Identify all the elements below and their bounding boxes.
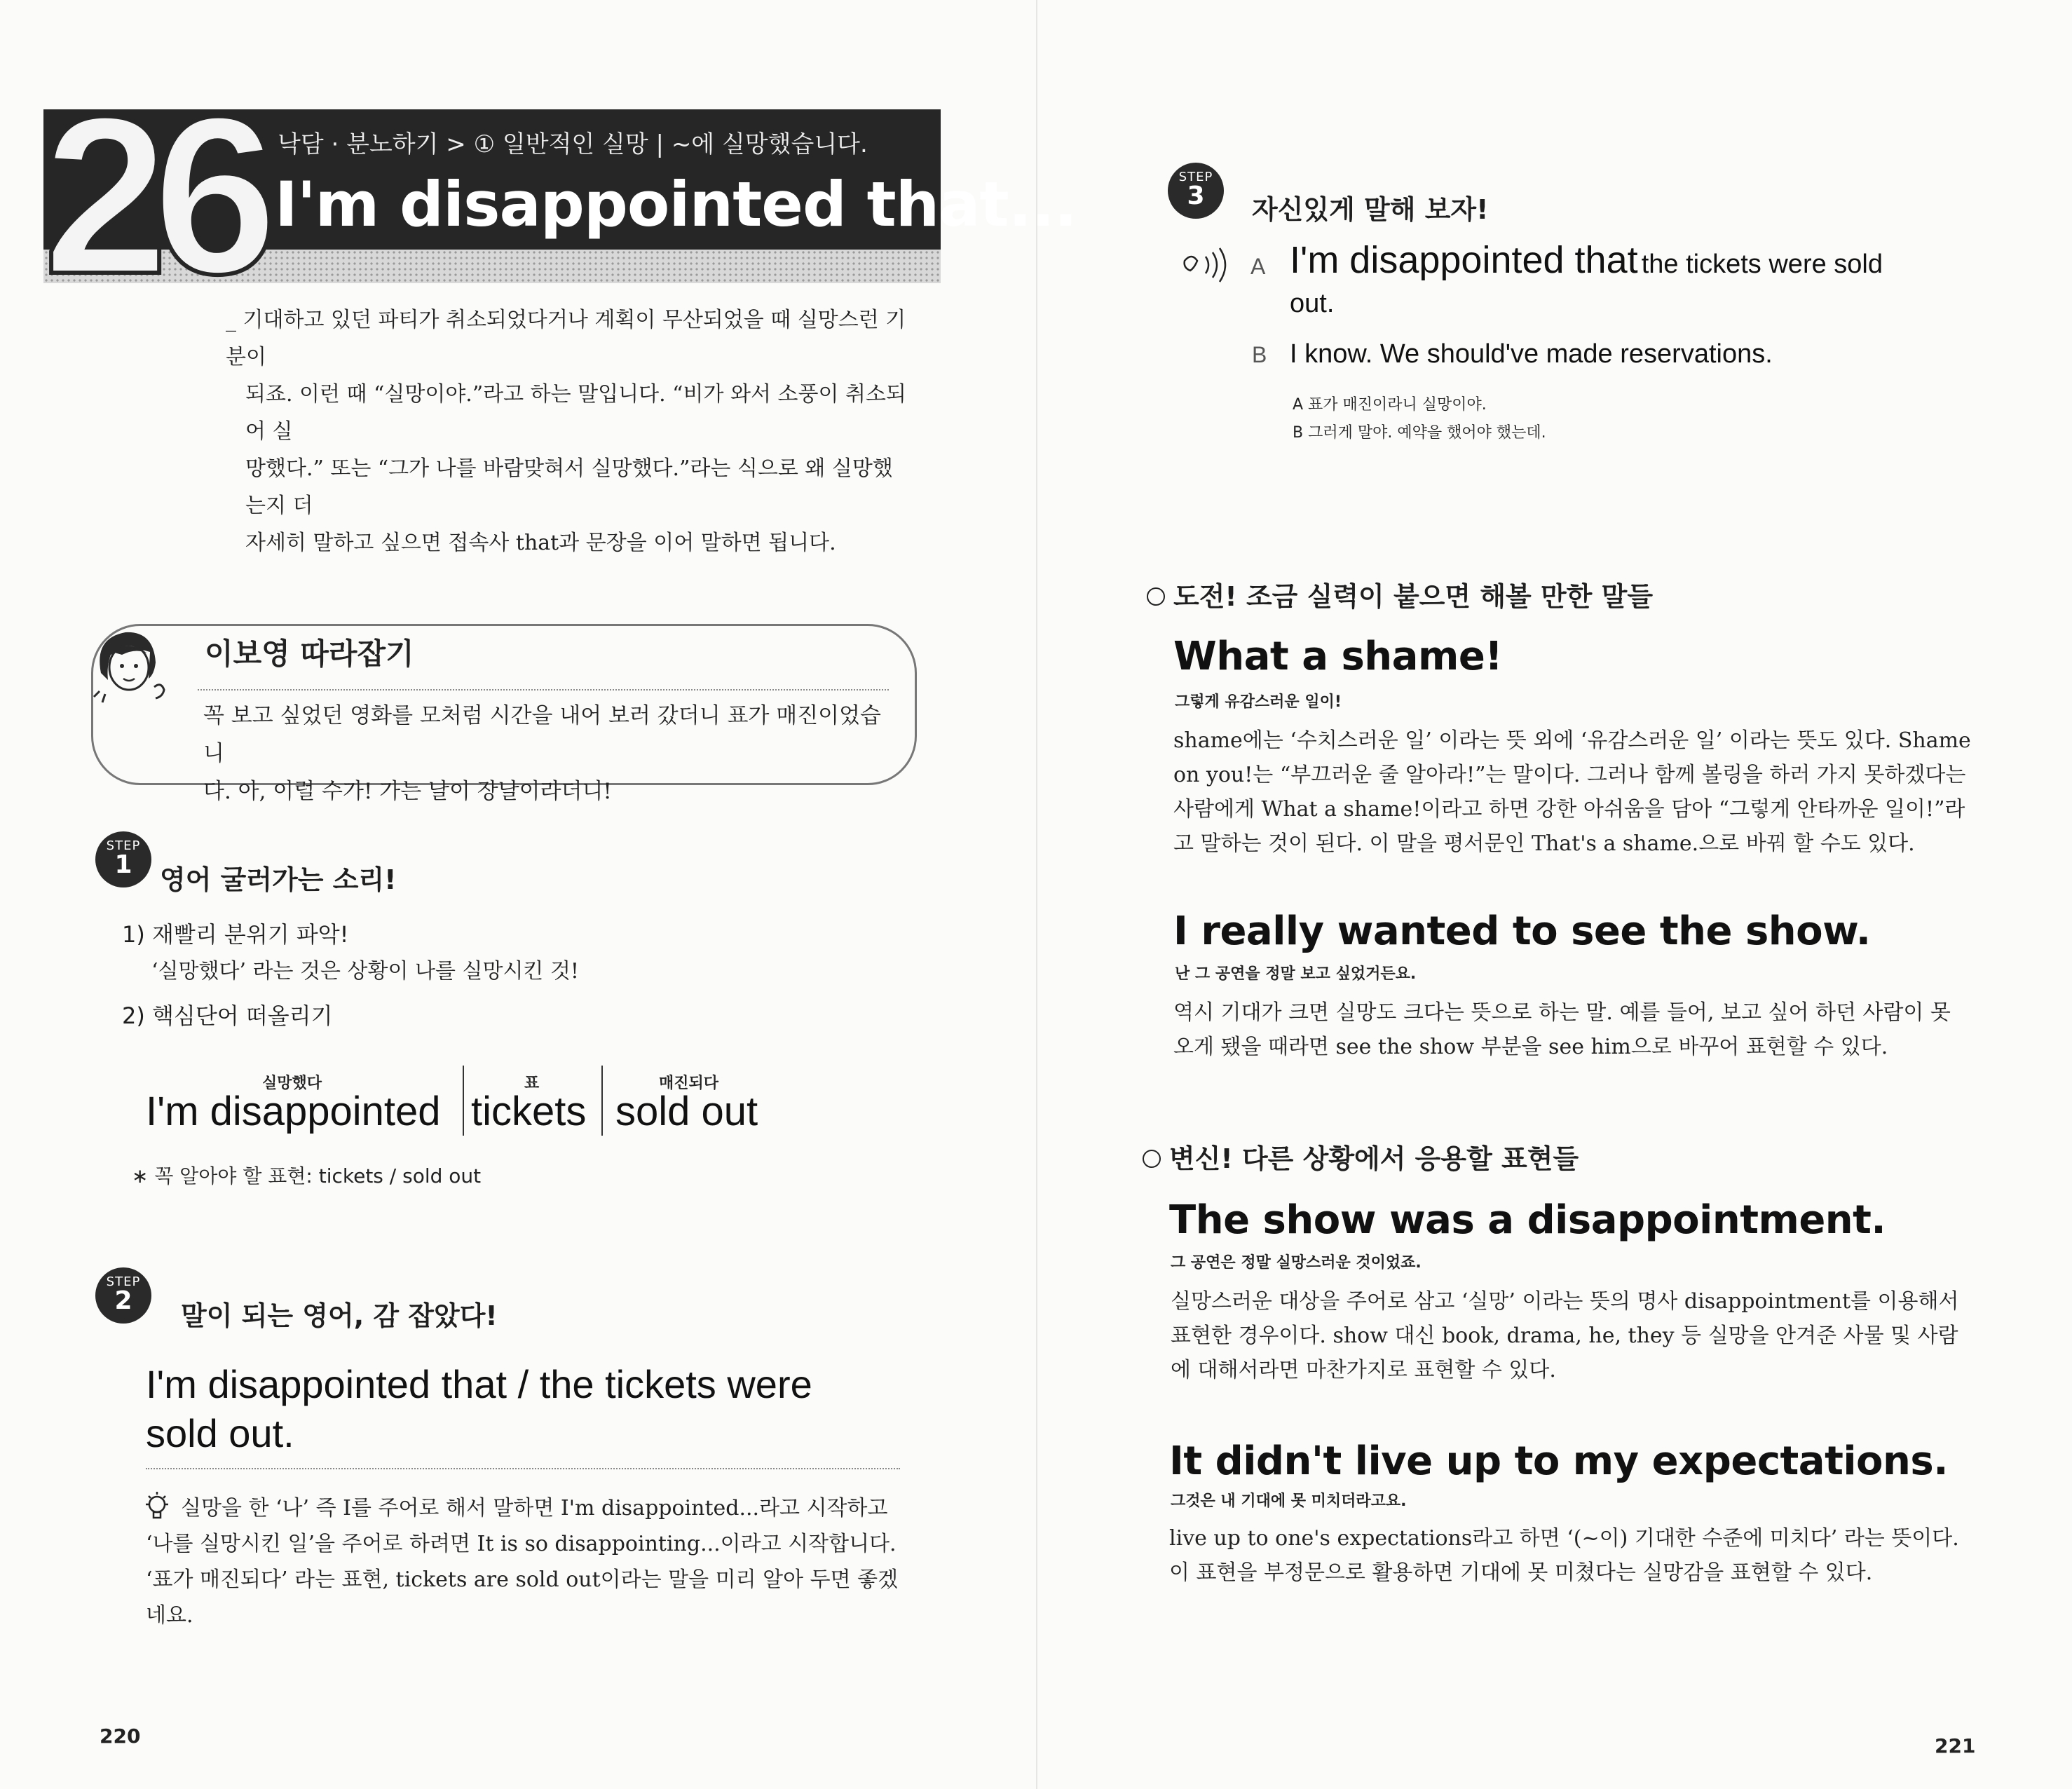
step-badge-word: STEP [106,838,141,853]
keyword-ko-2: 표 [524,1075,540,1092]
step2-tip [146,1490,903,1633]
step2-badge [95,1267,151,1324]
step1-item2-label: 2) 핵심단어 떠올리기 [122,1002,333,1029]
keyword-ko-3: 매진되다 [659,1075,719,1092]
explanation-line: 표현한 경우이다. show 대신 book, drama, he, they 등 실망을 안겨준 사물 및 사람 [1171,1324,1958,1348]
explanation-line: 역시 기대가 크면 실망도 크다는 뜻으로 하는 말. 예를 들어, 보고 싶어 하던 사람이 못 [1173,1000,1951,1025]
step2-divider [146,1468,900,1469]
author-avatar [87,624,171,715]
explanation-line: on you!는 “부끄러운 줄 알아라!”는 말이다. 그러나 함께 볼링을 하러 가지 못하겠다는 [1173,763,1966,787]
variation-phrase-2-ko: 그것은 내 기대에 못 미치더라고요. [1171,1492,1407,1510]
challenge-phrase-1 [1173,634,1502,679]
step1-item1-label: 1) 재빨리 분위기 파악! [122,921,349,948]
dialogue-ko-b: B 그러게 말야. 예약을 했어야 했는데. [1293,424,1546,442]
circle-bullet-icon [1143,1150,1161,1168]
step1-item1-text: ‘실망했다’ 라는 것은 상황이 나를 실망시킨 것! [151,959,579,984]
unit-category: 낙담 · 분노하기 > ① 일반적인 실망 | ~에 실망했습니다. [278,130,868,158]
bubble-title: 이보영 따라잡기 [205,637,414,671]
dialogue-ko-a: A 표가 매진이라니 실망이야. [1293,396,1487,414]
challenge-phrase-2-ko: 난 그 공연을 정말 보고 싶었거든요. [1175,965,1417,983]
variation-heading-text: 변신! 다른 상황에서 응용할 표현들 [1169,1143,1579,1174]
variation-phrase-2 [1169,1438,1948,1484]
page-number-right: 221 [1935,1734,1976,1757]
page-number-left: 220 [100,1725,141,1748]
step-badge-number: 3 [1187,182,1205,210]
step-badge-word: STEP [106,1274,141,1289]
step2-title: 말이 되는 영어, 감 잡았다! [181,1300,498,1331]
dialogue-speaker-b: B [1252,342,1267,367]
must-know-note: ∗ 꼭 알아야 할 표현: tickets / sold out [132,1164,482,1188]
variation-phrase-1-ko: 그 공연은 정말 실망스러운 것이었죠. [1171,1254,1422,1272]
explanation-line: 고 말하는 것이 된다. 이 말을 평서문인 That's a shame.으로 바꿔 할 수도 있다. [1173,831,1915,856]
keyword-ko-1: 실망했다 [262,1075,322,1092]
keyword-separator [601,1066,603,1136]
variation-phrase-2-explanation [1169,1521,1975,1590]
explanation-line: 에 대해서라면 마찬가지로 표현할 수 있다. [1171,1358,1556,1382]
author-avatar-icon [87,624,171,715]
intro-line: 자세히 말하고 싶으면 접속사 that과 문장을 이어 말하면 됩니다. [245,531,836,555]
keyword-separator [463,1066,464,1136]
step-badge-number: 1 [114,850,132,879]
dialogue-a-lead: I'm disappointed that [1290,239,1638,281]
phrase-title: I really wanted to see the show. [1173,909,1871,954]
tip-line: ‘표가 매진되다’ 라는 표현, tickets are sold out이라는 말을 미리 알아 두면 좋겠 [146,1567,899,1592]
explanation-line: 사람에게 What a shame!이라고 하면 강한 아쉬움을 담아 “그렇게 안타까운 일이!”라 [1173,797,1965,822]
dialogue-speaker-a: A [1250,254,1266,279]
tip-line [146,1490,903,1526]
step2-sentence-line: sold out. [146,1411,294,1455]
explanation-line: 실망스러운 대상을 주어로 삼고 ‘실망’ 이라는 뜻의 명사 disappointment를 이용해서 [1171,1289,1959,1314]
tip-line: ‘나를 실망시킨 일’을 주어로 하려면 It is so disappointing...이라고 시작합니다. [146,1532,897,1556]
phrase-title: What a shame! [1173,634,1503,679]
audio-icon [1180,245,1236,285]
keyword-en-3: sold out [615,1089,758,1134]
tip-line: 네요. [146,1603,193,1628]
step1-badge [95,831,151,887]
circle-bullet-icon [1147,587,1165,606]
intro-line: 망했다.” 또는 “그가 나를 바람맞혀서 실망했다.”라는 식으로 왜 실망했는지 더 [245,456,893,518]
challenge-phrase-1-explanation [1173,723,1979,861]
challenge-heading-text: 도전! 조금 실력이 붙으면 해볼 만한 말들 [1173,581,1654,612]
step3-title: 자신있게 말해 보자! [1252,194,1489,225]
bubble-text [203,697,897,810]
explanation-line: 오게 됐을 때라면 see the show 부분을 see him으로 바꾸어 표현할 수 있다. [1173,1035,1888,1059]
variation-phrase-1 [1169,1197,1886,1243]
phrase-title: It didn't live up to my expectations. [1169,1438,1948,1484]
intro-line: _ 기대하고 있던 파티가 취소되었다거나 계획이 무산되었을 때 실망스런 기분이 [226,308,906,369]
step-badge-number: 2 [114,1286,132,1315]
keyword-en-2: tickets [471,1089,587,1134]
page-gutter [1036,0,1037,1789]
step1-title: 영어 굴러가는 소리! [160,864,397,895]
dialogue-line-a [1290,238,1991,282]
explanation-line: shame에는 ‘수치스러운 일’ 이라는 뜻 외에 ‘유감스러운 일’ 이라는 뜻도 있다. Shame [1173,728,1971,753]
step2-sentence-line: I'm disappointed that / the tickets were [146,1362,812,1406]
challenge-heading [1147,575,1653,613]
challenge-phrase-1-ko: 그렇게 유감스러운 일이! [1175,693,1342,711]
explanation-line: 이 표현을 부정문으로 활용하면 기대에 못 미쳤다는 실망감을 표현할 수 있다. [1169,1560,1873,1585]
dialogue-a-rest-line2: out. [1290,289,1335,318]
tip-line-text: 실망을 한 ‘나’ 즉 I를 주어로 해서 말하면 I'm disappointed...라고 시작하고 [181,1496,888,1521]
bubble-line-text: 꼭 보고 싶었던 영화를 모처럼 시간을 내어 보러 갔더니 표가 매진이었습니 [203,703,881,766]
unit-number: 26 [43,69,262,320]
challenge-phrase-2-explanation [1173,995,1979,1064]
dialogue-a-rest: the tickets were sold [1641,250,1883,279]
explanation-line: live up to one's expectations라고 하면 ‘(~이) 기대한 수준에 미치다’ 라는 뜻이다. [1169,1526,1959,1551]
variation-heading [1143,1137,1579,1176]
intro-line: 되죠. 이런 때 “실망이야.”라고 하는 말입니다. “비가 와서 소풍이 취소되어 실 [245,382,906,444]
step-badge-word: STEP [1178,170,1213,184]
bubble-divider [198,689,889,691]
challenge-phrase-2 [1173,909,1871,954]
keyword-en-1: I'm disappointed [146,1089,441,1134]
phrase-title: The show was a disappointment. [1169,1197,1886,1243]
variation-phrase-1-explanation [1171,1284,1977,1387]
step2-sentence [146,1360,917,1458]
unit-title: I'm disappointed that... [275,168,1077,240]
step3-badge [1168,163,1224,219]
intro-paragraph [226,301,913,562]
bubble-line-text: 다. 아, 이럴 수가! 가는 날이 장날이라더니! [203,779,612,804]
dialogue-line-b: I know. We should've made reservations. [1290,339,1773,369]
